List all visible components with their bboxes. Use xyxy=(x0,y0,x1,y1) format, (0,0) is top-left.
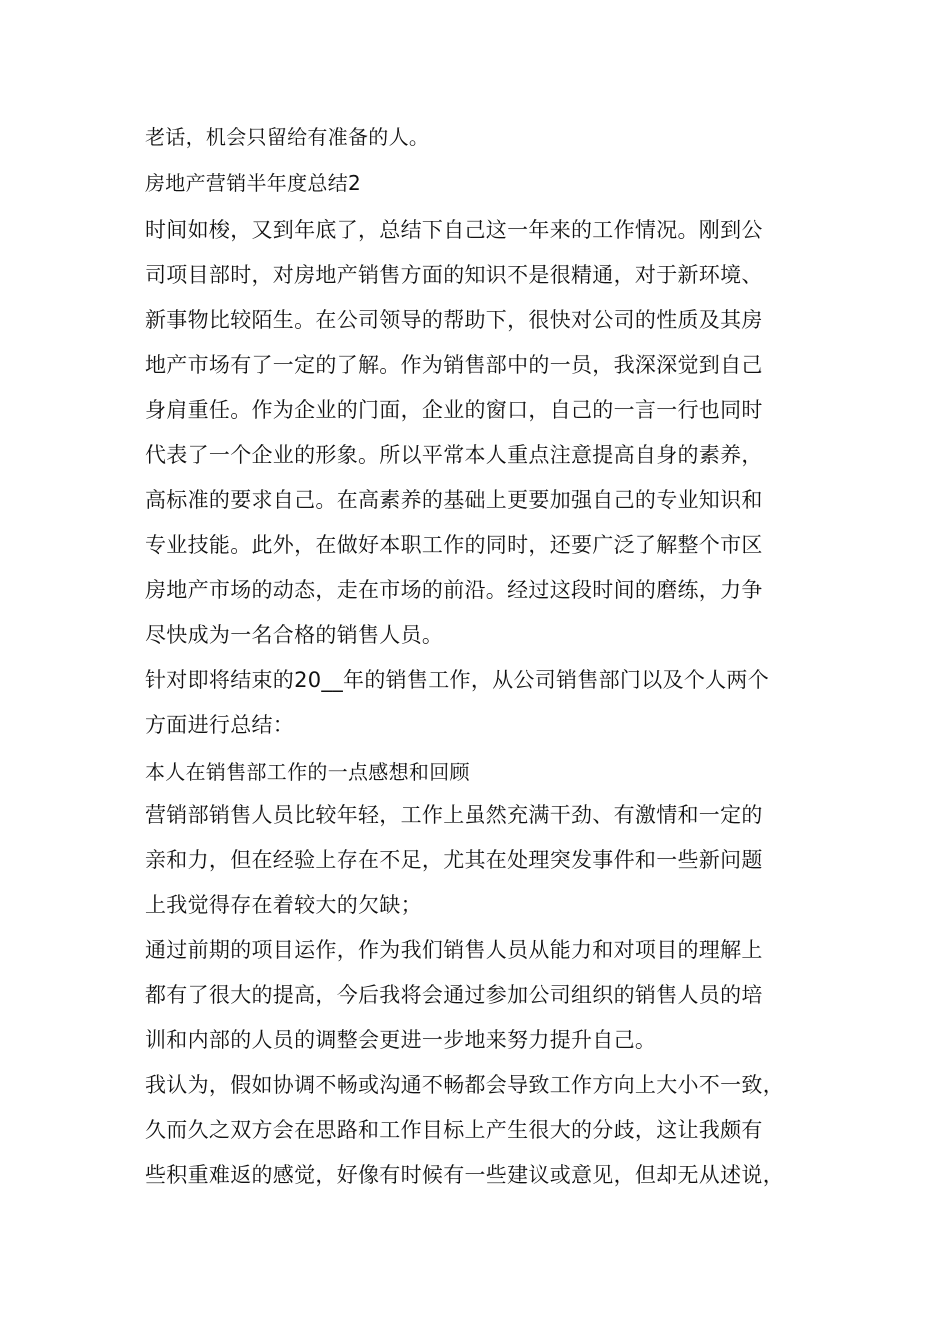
text-line: 时间如梭，又到年底了，总结下自己这一年来的工作情况。刚到公 xyxy=(145,218,763,242)
text-line: 针对即将结束的20__年的销售工作，从公司销售部门以及个人两个 xyxy=(145,668,770,692)
text-line: 高标准的要求自己。在高素养的基础上更要加强自己的专业知识和 xyxy=(145,488,763,512)
text-line: 身肩重任。作为企业的门面，企业的窗口，自己的一言一行也同时 xyxy=(145,398,763,422)
section-heading: 本人在销售部工作的一点感想和回顾 xyxy=(145,760,470,784)
text-line: 都有了很大的提高，今后我将会通过参加公司组织的销售人员的培 xyxy=(145,983,763,1007)
text-line: 久而久之双方会在思路和工作目标上产生很大的分歧，这让我颇有 xyxy=(145,1118,763,1142)
text-line: 房地产市场的动态，走在市场的前沿。经过这段时间的磨练，力争 xyxy=(145,578,763,602)
text-line: 训和内部的人员的调整会更进一步地来努力提升自己。 xyxy=(145,1028,657,1052)
text-line: 专业技能。此外，在做好本职工作的同时，还要广泛了解整个市区 xyxy=(145,533,763,557)
text-line: 通过前期的项目运作，作为我们销售人员从能力和对项目的理解上 xyxy=(145,938,763,962)
text-line: 上我觉得存在着较大的欠缺； xyxy=(145,893,422,917)
text-line: 老话，机会只留给有准备的人。 xyxy=(145,125,430,149)
text-line: 地产市场有了一定的了解。作为销售部中的一员，我深深觉到自己 xyxy=(145,353,763,377)
text-line: 方面进行总结： xyxy=(145,713,295,737)
text-line: 代表了一个企业的形象。所以平常本人重点注意提高自身的素养， xyxy=(145,443,763,467)
text-line: 营销部销售人员比较年轻，工作上虽然充满干劲、有激情和一定的 xyxy=(145,803,763,827)
text-line: 司项目部时，对房地产销售方面的知识不是很精通，对于新环境、 xyxy=(145,263,763,287)
section-heading: 房地产营销半年度总结2 xyxy=(145,171,362,195)
text-line: 新事物比较陌生。在公司领导的帮助下，很快对公司的性质及其房 xyxy=(145,308,763,332)
text-line: 我认为，假如协调不畅或沟通不畅都会导致工作方向上大小不一致， xyxy=(145,1073,784,1097)
text-line: 尽快成为一名合格的销售人员。 xyxy=(145,623,444,647)
text-line: 亲和力，但在经验上存在不足，尤其在处理突发事件和一些新问题 xyxy=(145,848,763,872)
text-line: 些积重难返的感觉，好像有时候有一些建议或意见，但却无从述说， xyxy=(145,1163,784,1187)
